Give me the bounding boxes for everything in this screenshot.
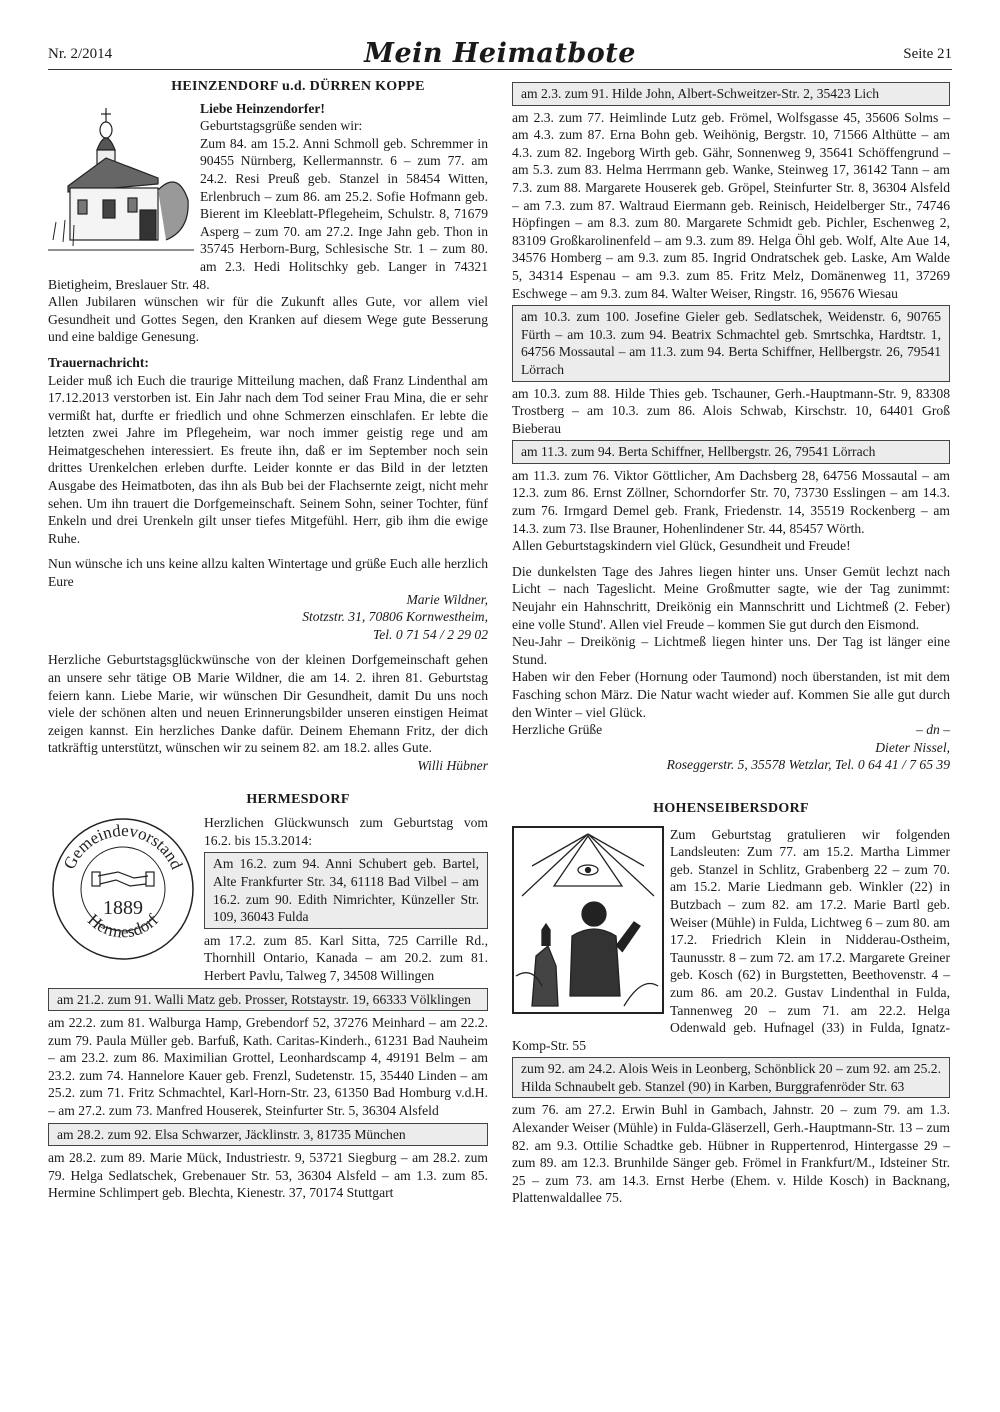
right-list-3: am 11.3. zum 76. Viktor Göttlicher, Am Dachsberg 28, 64756 Mossautal – am 12.3. zum 86. Ernst Zöllner, Schorndorfer Str. 70, 73730 Esslingen – am 14.3. zum 76. Irmgard Demel geb. Frank, Friedenstr. 14, 35519 Rockenberg – am 14.3. zum 73. Ilse Brauner, Hohenlindener Str. 44, 85457 Wörth.	[512, 467, 950, 536]
wishes-paragraph: Allen Jubilaren wünschen wir für die Zukunft alles Gute, vor allem viel Gesundheit und Gottes Segen, den Kranken auf diesem Wege gute Besserung und eine baldige Genesung.	[48, 294, 488, 345]
church-illustration	[48, 100, 194, 267]
masthead-title: Mein Heimatbote	[364, 38, 636, 69]
right-list-2: am 10.3. zum 88. Hilde Thies geb. Tschauner, Gerh.-Hauptmann-Str. 9, 83308 Trostberg – am 10.3. zum 86. Alois Schwab, Kirschstr. 10, 64401 Groß Bieberau	[512, 385, 950, 436]
seal-bottom-text: Hermesdorf	[84, 910, 162, 942]
intro-text: Geburtstagsgrüße senden wir:	[200, 118, 363, 134]
highlight-box: am 2.3. zum 91. Hilde John, Albert-Schweitzer-Str. 2, 35423 Lich	[512, 82, 950, 106]
highlight-box: am 11.3. zum 94. Berta Schiffner, Hellbergstr. 26, 79541 Lörrach	[512, 440, 950, 464]
woodcut-illustration	[512, 826, 664, 1019]
signature-phone: Tel. 0 71 54 / 2 29 02	[372, 626, 488, 642]
winter-text-2: Neu-Jahr – Dreikönig – Lichtmeß liegen hinter uns. Der Tag ist länger eine Stund.	[512, 634, 950, 667]
header-rule	[48, 69, 952, 70]
section-title-heinzendorf: HEINZENDORF u.d. DÜRREN KOPPE	[171, 79, 425, 94]
mourning-title: Trauernachricht:	[48, 354, 149, 370]
signature-huebner: Willi Hübner	[417, 757, 488, 773]
right-column	[512, 78, 950, 1207]
dn-mark: – dn –	[916, 722, 950, 738]
hermesdorf-intro: Herzlichen Glückwunsch zum Geburtstag vom 16.2. bis 15.3.2014:	[204, 815, 488, 848]
wildner-wishes: Herzliche Geburtstagsglückwünsche von der kleinen Dorfgemeinschaft gehen an unsere sehr tätige OB Marie Wildner, die am 14. 2. ihren 81. Geburtstag feiern kann. Liebe Marie, wir wünschen Dir Gesundheit, damit Du uns noch viele der schönen alten und neuen Erinnerungsbilder unseren einstigen Heimat zeigen kannst. Ein herzliches Danke dafür. Deinem Ehemann Fritz, der dich tatkräftig unterstützt, wünschen wir zu seinem 82. am 18.2. alles Gute.	[48, 652, 488, 756]
greeting: Liebe Heinzendorfer!	[200, 100, 325, 116]
signature-name: Marie Wildner,	[406, 591, 488, 607]
greeting-closing	[512, 721, 950, 739]
highlight-box: am 28.2. zum 92. Elsa Schwarzer, Jäcklinstr. 3, 81735 München	[48, 1123, 488, 1147]
left-column	[48, 78, 488, 1202]
hohen-list-1: Zum Geburtstag gratulieren wir folgenden Landsleuten: Zum 77. am 15.2. Martha Limmer geb. Stanzel in Schlitz, Grabenberg 22 – zum 70. am 15.2. Marie Liedmann geb. Winkler (22) in Butzbach – zum 82. am 17.2. Marie Bartl geb. Weiser (Mühle) in Fulda, Lichtweg 6 – zum 80. am 17.2. Friedrich Klein in Nidderau-Ostheim, Taunusstr. 8 – zum 72. am 17.2. Margarete Greiner geb. Kosch (62) in Burgstetten, Beethovenstr. 4 – zum 86. am 20.2. Gustav Lindenthal in Fulda, Tannenweg 20 – zum 71. am 22.2. Helga Odenwald geb. Hufnagel (33) in Fulda, Ignatz-Komp-Str. 55	[512, 826, 950, 1053]
highlight-box: Am 16.2. zum 94. Anni Schubert geb. Bartel, Alte Frankfurter Str. 34, 61118 Bad Vilbel – am 16.2. zum 90. Edith Nimrichter, Künzeller Str. 109, 36043 Fulda	[204, 852, 488, 928]
nissel-name: Dieter Nissel,	[875, 739, 950, 755]
closing-text: Nun wünsche ich uns keine allzu kalten Wintertage und grüße Euch alle herzlich Eure	[48, 556, 488, 590]
highlight-box: am 10.3. zum 100. Josefine Gieler geb. Sedlatschek, Weidenstr. 6, 90765 Fürth – am 10.3. zum 94. Beatrix Schmachtel geb. Smrtschka, Hardtstr. 1, 64756 Mossautal – am 11.3. zum 94. Berta Schiffner, Hellbergstr. 26, 79541 Lörrach	[512, 305, 950, 381]
signature-address: Stotzstr. 31, 70806 Kornwestheim,	[302, 609, 488, 625]
seal-top-text: Gemeindevorstand	[59, 821, 187, 873]
right-list-1: am 2.3. zum 77. Heimlinde Lutz geb. Frömel, Wolfsgasse 45, 35606 Solms – am 4.3. zum 87. Erna Bohn geb. Weihönig, Bergstr. 10, 71566 Althütte – am 4.3. zum 82. Ingeborg Wirth geb. Gähr, Sonnenweg 9, 35641 Schöffengrund – am 5.3. zum 83. Helma Herrmann geb. Wanke, Steinweg 17, 36142 Tann – am 7.3. zum 88. Margarete Houserek geb. Gröpel, Steinfurter Str. 8, 36304 Alsfeld – am 7.3. zum 87. Waltraud Eiermann geb. Reinisch, Heidelberger Str., 74746 Höpfingen – am 8.3. zum 80. Margarete Schmidt geb. Pichler, Eschenweg 2, 83109 Großkarolinenfeld – am 9.3. zum 89. Helga Öhl geb. Wolf, Alte Aue 14, 34576 Homberg – am 9.3. zum 85. Ingrid Ondratschek geb. Laske, Am Walde 5, 34314 Espenau – am 9.3. zum 85. Fritz Melz, Domänenweg 11, 37269 Eschwege – am 9.3. zum 84. Walter Weiser, Ringstr. 16, 95676 Wiesau	[512, 109, 950, 301]
hermesdorf-list-3: am 28.2. zum 89. Marie Mück, Industriestr. 9, 53721 Siegburg – am 28.2. zum 79. Helga Sedlatschek, Grebenauer Str. 53, 36304 Alsfeld – am 1.3. zum 85. Hermine Schlimpert geb. Blechta, Kienestr. 37, 70174 Stuttgart	[48, 1150, 488, 1201]
hohen-list-2: zum 76. am 27.2. Erwin Buhl in Gambach, Jahnstr. 20 – zum 79. am 1.3. Alexander Weiser (Mühle) in Fulda-Gläserzell, Gerh.-Hauptmann-Str. 13 – zum 82. am 9.3. Ottilie Schadtke geb. Hübner in Ruppertenrod, Hintergasse 29 – zum 89. am 12.3. Brunhilde Sänger geb. Frömel in Frankfurt/M., Idsteiner Str. 25 – zum 73. am 14.3. Ernst Herbe (Ehem. v. Hilde Kosch) in Backnang, Plattenwaldallee 75.	[512, 1102, 950, 1206]
page-header	[48, 38, 952, 78]
section-title-hohenseibersdorf: HOHENSEIBERSDORF	[653, 800, 809, 816]
birthday-wishes: Allen Geburtstagskindern viel Glück, Gesundheit und Freude!	[512, 538, 851, 554]
winter-text-1: Die dunkelsten Tage des Jahres liegen hinter uns. Unser Gemüt lechzt nach Licht – nach Tageslicht. Meine Großmutter sagte, wie der Tag zunimmt: Neujahr ein Hahnschritt, Dreikönig ein Mannschritt und Lichtmeß (2. Feber) eine volle Stund'. Allen viel Freude – kommen Sie gut durch den Eismond.	[512, 563, 950, 632]
seal-year: 1889	[103, 897, 143, 920]
issue-number: Nr. 2/2014	[48, 46, 113, 62]
greeting-text: Herzliche Grüße	[512, 722, 603, 738]
seal-image	[48, 814, 198, 969]
hermesdorf-list-1: am 17.2. zum 85. Karl Sitta, 725 Carrille Rd., Thornhill Ontario, Kanada – am 20.2. zum 81. Herbert Pavlu, Talweg 7, 34508 Willingen	[204, 932, 488, 983]
church-image	[48, 100, 194, 262]
section-title-hermesdorf: HERMESDORF	[246, 791, 350, 807]
highlight-box: zum 92. am 24.2. Alois Weis in Leonberg, Schönblick 20 – zum 92. am 25.2. Hilda Schnaubelt geb. Stanzel (90) in Karben, Burggrafenröder Str. 63	[512, 1057, 950, 1098]
nissel-address: Roseggerstr. 5, 35578 Wetzlar, Tel. 0 64 41 / 7 65 39	[666, 757, 950, 773]
highlight-box: am 21.2. zum 91. Walli Matz geb. Prosser, Rotstaystr. 19, 66333 Völklingen	[48, 988, 488, 1012]
hermesdorf-list-2: am 22.2. zum 81. Walburga Hamp, Grebendorf 52, 37276 Meinhard – am 22.2. zum 79. Paula Müller geb. Barfuß, Kath. Caritas-Kinderh., 61231 Bad Nauheim – am 23.2. zum 86. Maximilian Grottel, Leonhardscamp 4, 49191 Belm – am 23.2. zum 74. Hannelore Kauer geb. Frenzl, Sudetenstr. 15, 35440 Linden – am 25.2. zum 71. Fritz Schmachtel, Karl-Horn-Str. 23, 61350 Bad Homburg v.d.H. – am 27.2. zum 73. Manfred Houserek, Steinfurter Str. 5, 36304 Alsfeld	[48, 1015, 488, 1119]
mourning-text: Leider muß ich Euch die traurige Mitteilung machen, daß Franz Lindenthal am 17.12.2013 verstorben ist. Ein Jahr nach dem Tod seiner Frau Mina, die er sehr vermißt hat, durfte er friedlich und ohne Schmerzen einschlafen. Er lebte die letzten zwei Jahre im Pflegeheim, war noch immer geistig rege und am Heimatgeschehen interessiert. Es freute ihn, daß er im September noch sein drittes Urenkelchen erleben durfte. Leider konnte er das Bild in der letzten Ausgabe des Heimatboten, das ihn als Bub bei der Flachsernte zeigt, nicht mehr sehen. Um ihn trauert die Dorfgemeinschaft. Seinem Sohn, seiner Tochter, fünf Enkeln und drei Urenkeln gilt unser tiefes Mitgefühl. Herr, gib ihm die ewige Ruhe.	[48, 372, 488, 546]
winter-text-3: Haben wir den Feber (Hornung oder Taumond) noch überstanden, ist mit dem Fasching schon März. Die Natur wacht wieder auf. Kommen Sie alle gut durch den Winter – viel Glück.	[512, 669, 950, 720]
birthday-list: Zum 84. am 15.2. Anni Schmoll geb. Schremmer in 90455 Nürnberg, Kellermannstr. 6 – zum 77. am 24.2. Resi Preuß geb. Stanzel in 58454 Witten, Erlenbruch – zum 86. am 25.2. Sofie Hofmann geb. Bierent im Kleeblatt-Pflegeheim, Schulstr. 8, 71679 Asperg – zum 70. am 27.2. Inge Jahn geb. Thon in 35745 Herborn-Burg, Schlesische Str. 1 – zum 80. am 2.3. Hedi Holitschky geb. Langer in 74321 Bietigheim, Breslauer Str. 48.	[48, 135, 488, 292]
page-number: Seite 21	[903, 46, 952, 62]
